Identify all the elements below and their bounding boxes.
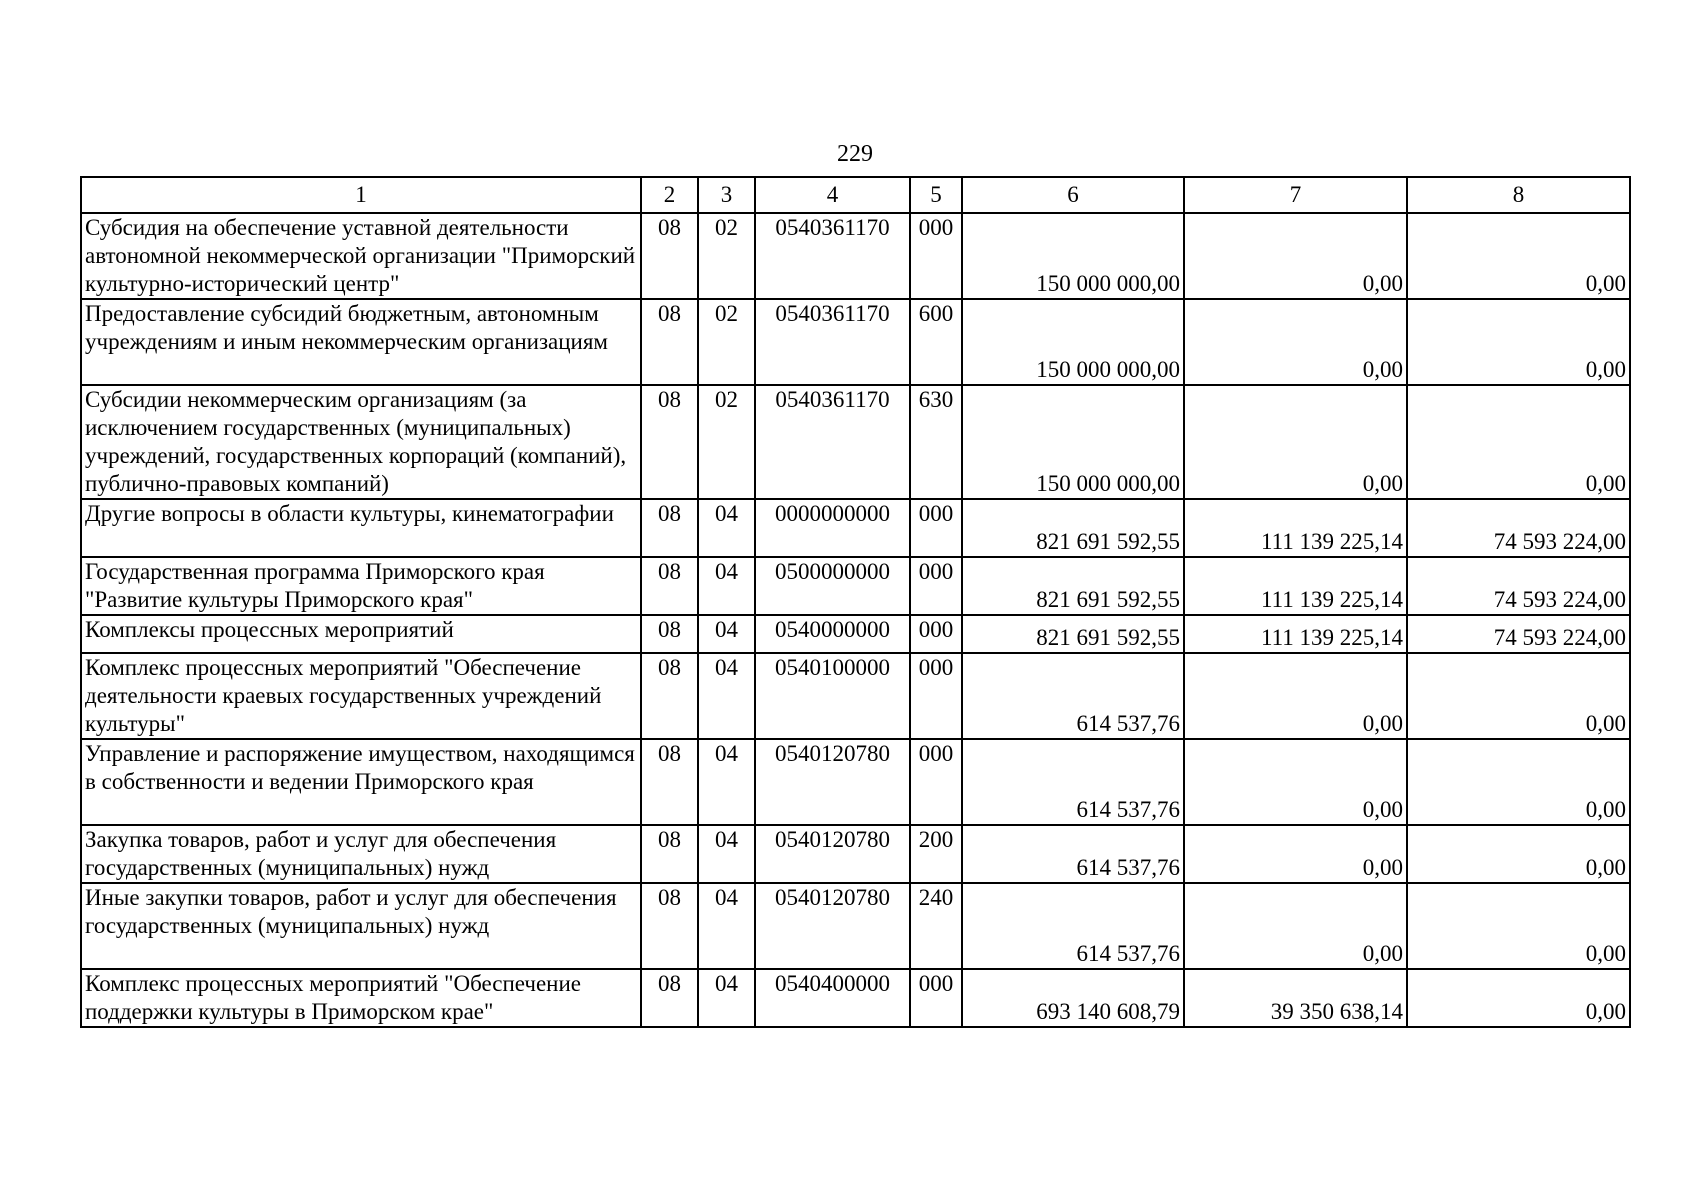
- subsection-code: 04: [698, 969, 755, 1027]
- amount-col8: 74 593 224,00: [1407, 615, 1630, 653]
- amount-col8: 74 593 224,00: [1407, 557, 1630, 615]
- row-name: Комплексы процессных мероприятий: [81, 615, 641, 653]
- section-code: 08: [641, 385, 698, 499]
- expense-type-code: 000: [910, 557, 962, 615]
- row-name: Предоставление субсидий бюджетным, автономным учреждениям и иным некоммерческим организациям: [81, 299, 641, 385]
- table-row: [81, 385, 1630, 499]
- amount-col6: 693 140 608,79: [962, 969, 1184, 1027]
- section-code: 08: [641, 883, 698, 969]
- column-header: 4: [755, 177, 910, 213]
- expense-type-code: 000: [910, 615, 962, 653]
- amount-col8: 0,00: [1407, 213, 1630, 299]
- expense-type-code: 000: [910, 969, 962, 1027]
- target-article-code: 0540361170: [755, 213, 910, 299]
- section-code: 08: [641, 969, 698, 1027]
- amount-col6: 614 537,76: [962, 883, 1184, 969]
- amount-col7: 111 139 225,14: [1184, 499, 1407, 557]
- column-header: 3: [698, 177, 755, 213]
- row-name: Комплекс процессных мероприятий "Обеспечение деятельности краевых государственных учреждений культуры": [81, 653, 641, 739]
- page-number: 229: [837, 141, 873, 167]
- amount-col7: 0,00: [1184, 739, 1407, 825]
- table-row: [81, 499, 1630, 557]
- amount-col7: 0,00: [1184, 825, 1407, 883]
- column-header: 8: [1407, 177, 1630, 213]
- table-row: [81, 615, 1630, 653]
- row-name: Субсидии некоммерческим организациям (за исключением государственных (муниципальных) учреждений, государственных корпораций (компаний), публично-правовых компаний): [81, 385, 641, 499]
- amount-col8: 0,00: [1407, 739, 1630, 825]
- amount-col6: 821 691 592,55: [962, 615, 1184, 653]
- subsection-code: 02: [698, 213, 755, 299]
- expense-type-code: 630: [910, 385, 962, 499]
- section-code: 08: [641, 557, 698, 615]
- amount-col7: 0,00: [1184, 883, 1407, 969]
- target-article-code: 0540120780: [755, 825, 910, 883]
- subsection-code: 02: [698, 385, 755, 499]
- amount-col7: 0,00: [1184, 653, 1407, 739]
- subsection-code: 04: [698, 739, 755, 825]
- amount-col8: 0,00: [1407, 653, 1630, 739]
- amount-col7: 0,00: [1184, 213, 1407, 299]
- target-article-code: 0540400000: [755, 969, 910, 1027]
- amount-col7: 111 139 225,14: [1184, 615, 1407, 653]
- table-row: [81, 653, 1630, 739]
- amount-col6: 821 691 592,55: [962, 557, 1184, 615]
- table-row: [81, 969, 1630, 1027]
- subsection-code: 04: [698, 883, 755, 969]
- row-name: Иные закупки товаров, работ и услуг для обеспечения государственных (муниципальных) нужд: [81, 883, 641, 969]
- subsection-code: 04: [698, 499, 755, 557]
- expense-type-code: 000: [910, 499, 962, 557]
- row-name: Комплекс процессных мероприятий "Обеспечение поддержки культуры в Приморском крае": [81, 969, 641, 1027]
- target-article-code: 0540361170: [755, 385, 910, 499]
- table-row: [81, 557, 1630, 615]
- amount-col7: 39 350 638,14: [1184, 969, 1407, 1027]
- amount-col6: 150 000 000,00: [962, 299, 1184, 385]
- amount-col8: 0,00: [1407, 299, 1630, 385]
- column-header: 5: [910, 177, 962, 213]
- section-code: 08: [641, 499, 698, 557]
- subsection-code: 04: [698, 557, 755, 615]
- target-article-code: 0540000000: [755, 615, 910, 653]
- amount-col7: 0,00: [1184, 299, 1407, 385]
- table-row: [81, 825, 1630, 883]
- section-code: 08: [641, 825, 698, 883]
- table-row: [81, 299, 1630, 385]
- column-header: 7: [1184, 177, 1407, 213]
- target-article-code: 0540120780: [755, 739, 910, 825]
- expense-type-code: 000: [910, 213, 962, 299]
- amount-col7: 111 139 225,14: [1184, 557, 1407, 615]
- amount-col7: 0,00: [1184, 385, 1407, 499]
- expense-type-code: 240: [910, 883, 962, 969]
- expense-type-code: 600: [910, 299, 962, 385]
- row-name: Субсидия на обеспечение уставной деятельности автономной некоммерческой организации "Приморский культурно-исторический центр": [81, 213, 641, 299]
- amount-col6: 150 000 000,00: [962, 385, 1184, 499]
- target-article-code: 0540361170: [755, 299, 910, 385]
- section-code: 08: [641, 615, 698, 653]
- row-name: Управление и распоряжение имуществом, находящимся в собственности и ведении Приморского края: [81, 739, 641, 825]
- subsection-code: 04: [698, 615, 755, 653]
- expense-type-code: 000: [910, 653, 962, 739]
- row-name: Государственная программа Приморского края "Развитие культуры Приморского края": [81, 557, 641, 615]
- amount-col8: 0,00: [1407, 385, 1630, 499]
- amount-col8: 0,00: [1407, 969, 1630, 1027]
- amount-col6: 150 000 000,00: [962, 213, 1184, 299]
- amount-col8: 0,00: [1407, 883, 1630, 969]
- section-code: 08: [641, 739, 698, 825]
- target-article-code: 0500000000: [755, 557, 910, 615]
- amount-col6: 614 537,76: [962, 739, 1184, 825]
- amount-col8: 74 593 224,00: [1407, 499, 1630, 557]
- table-row: [81, 883, 1630, 969]
- table-row: [81, 739, 1630, 825]
- column-header: 2: [641, 177, 698, 213]
- row-name: Другие вопросы в области культуры, кинематографии: [81, 499, 641, 557]
- section-code: 08: [641, 299, 698, 385]
- table-row: [81, 213, 1630, 299]
- section-code: 08: [641, 653, 698, 739]
- column-number-row: [81, 177, 1630, 213]
- amount-col8: 0,00: [1407, 825, 1630, 883]
- target-article-code: 0540120780: [755, 883, 910, 969]
- budget-table: [80, 176, 1631, 1028]
- target-article-code: 0540100000: [755, 653, 910, 739]
- amount-col6: 821 691 592,55: [962, 499, 1184, 557]
- amount-col6: 614 537,76: [962, 653, 1184, 739]
- section-code: 08: [641, 213, 698, 299]
- subsection-code: 04: [698, 653, 755, 739]
- amount-col6: 614 537,76: [962, 825, 1184, 883]
- subsection-code: 04: [698, 825, 755, 883]
- row-name: Закупка товаров, работ и услуг для обеспечения государственных (муниципальных) нужд: [81, 825, 641, 883]
- expense-type-code: 200: [910, 825, 962, 883]
- column-header: 6: [962, 177, 1184, 213]
- target-article-code: 0000000000: [755, 499, 910, 557]
- subsection-code: 02: [698, 299, 755, 385]
- column-header: 1: [81, 177, 641, 213]
- expense-type-code: 000: [910, 739, 962, 825]
